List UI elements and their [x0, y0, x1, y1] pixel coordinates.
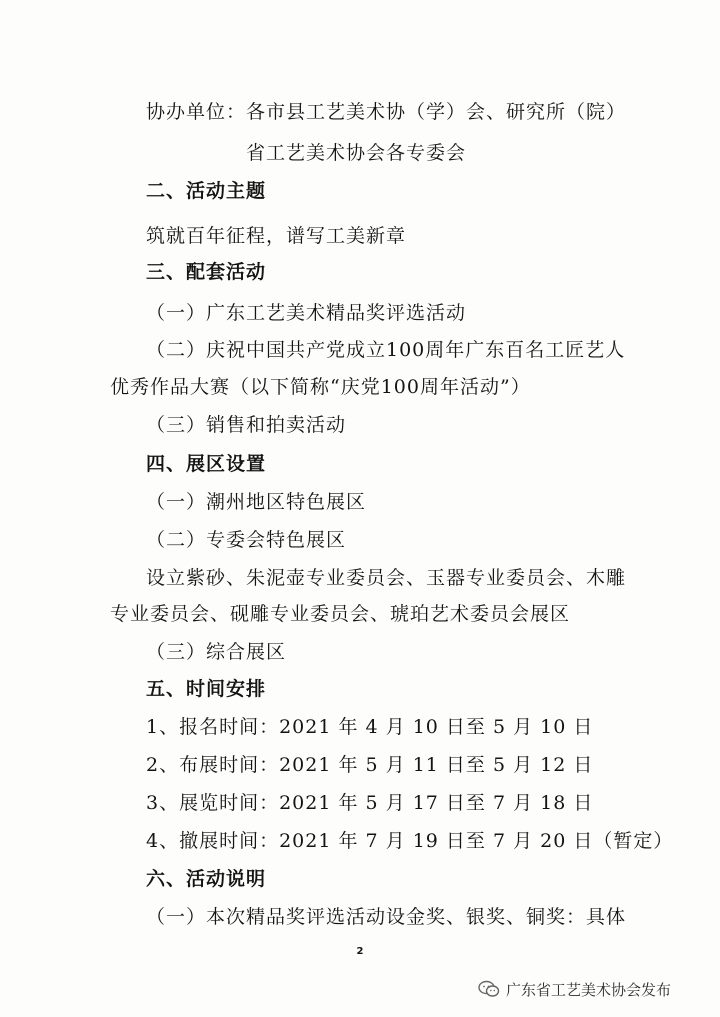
- schedule-item-4: 4、撤展时间：2021 年 7 月 19 日至 7 月 20 日（暂定）: [146, 830, 674, 852]
- watermark-text: 广东省工艺美术协会发布: [506, 980, 672, 999]
- section-heading-schedule: 五、时间安排: [146, 678, 267, 700]
- co-organizer-line-2: 省工艺美术协会各专委会: [246, 142, 467, 164]
- exhibition-item-3: （三）综合展区: [146, 641, 287, 663]
- wechat-icon: [478, 980, 500, 998]
- activity-item-2: （二）庆祝中国共产党成立100周年广东百名工匠艺人: [146, 339, 626, 361]
- exhibition-item-2-desc-cont: 专业委员会、砚雕专业委员会、琥珀艺术委员会展区: [110, 603, 571, 625]
- co-organizer-line: 协办单位：各市县工艺美术协（学）会、研究所（院）: [146, 101, 627, 123]
- section-heading-notes: 六、活动说明: [146, 868, 267, 890]
- exhibition-item-2-desc: 设立紫砂、朱泥壶专业委员会、玉器专业委员会、木雕: [146, 567, 627, 589]
- section-heading-activities: 三、配套活动: [146, 261, 267, 283]
- section-heading-exhibition: 四、展区设置: [146, 453, 267, 475]
- activity-item-2-cont: 优秀作品大赛（以下简称“庆党100周年活动”）: [110, 376, 531, 398]
- exhibition-item-1: （一）潮州地区特色展区: [146, 491, 367, 513]
- activity-item-3: （三）销售和拍卖活动: [146, 414, 347, 436]
- theme-text: 筑就百年征程，谱写工美新章: [146, 225, 407, 247]
- notes-item-1: （一）本次精品奖评选活动设金奖、银奖、铜奖：具体: [146, 906, 627, 928]
- watermark: [478, 978, 671, 1000]
- activity-item-1: （一）广东工艺美术精品奖评选活动: [146, 302, 467, 324]
- section-heading-theme: 二、活动主题: [146, 180, 267, 202]
- schedule-item-2: 2、布展时间：2021 年 5 月 11 日至 5 月 12 日: [146, 754, 594, 776]
- exhibition-item-2: （二）专委会特色展区: [146, 529, 347, 551]
- page-number: 2: [356, 946, 364, 957]
- schedule-item-1: 1、报名时间：2021 年 4 月 10 日至 5 月 10 日: [146, 716, 594, 738]
- schedule-item-3: 3、展览时间：2021 年 5 月 17 日至 7 月 18 日: [146, 792, 594, 814]
